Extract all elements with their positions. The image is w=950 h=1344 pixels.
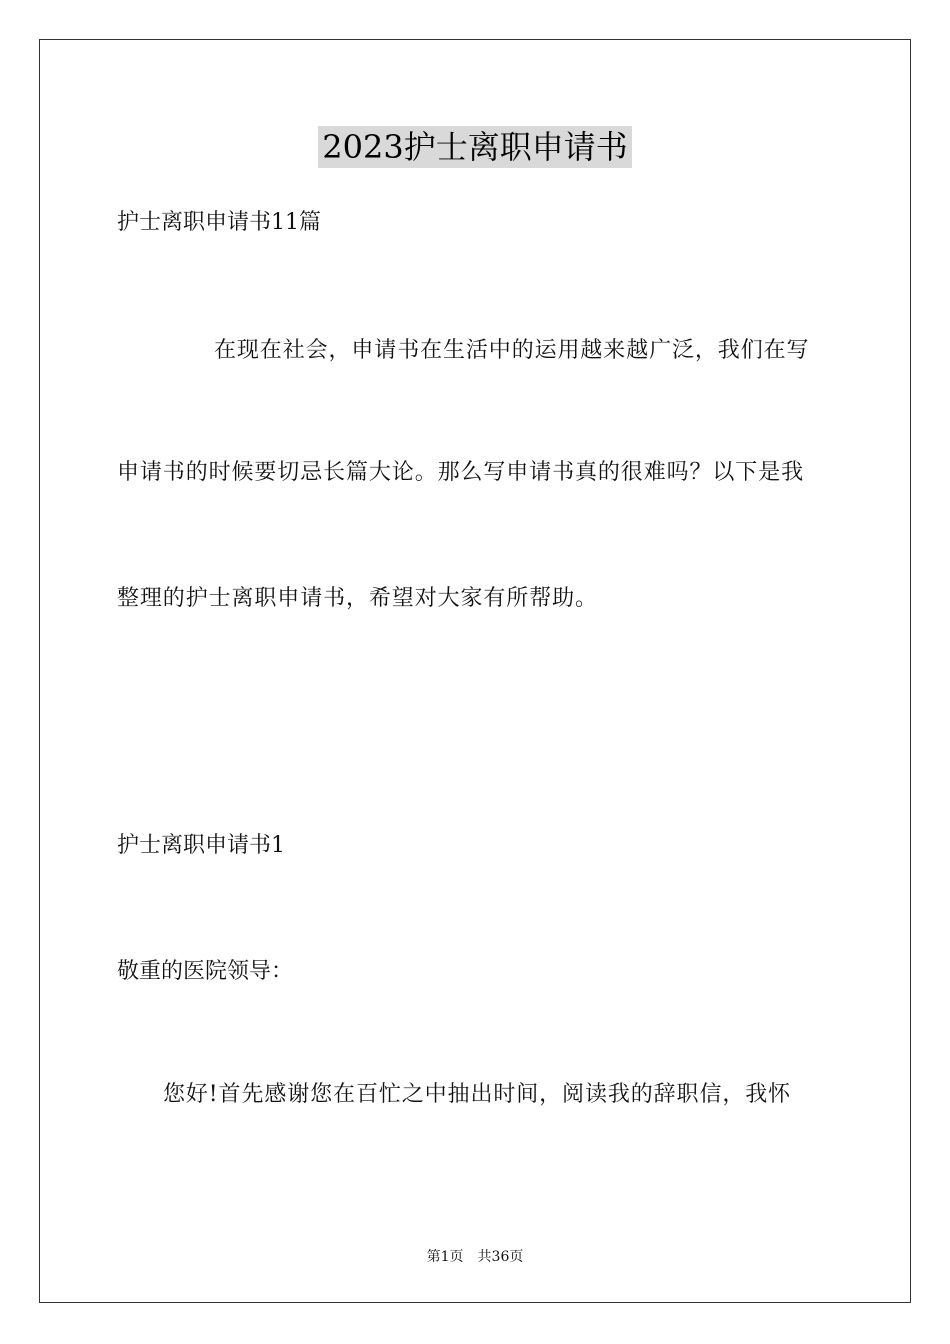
intro-line-2: 申请书的时候要切忌长篇大论。那么写申请书真的很难吗？以下是我 — [117, 460, 805, 485]
letter-greeting: 敬重的医院领导： — [117, 959, 294, 984]
page-number: 第1页 — [426, 1249, 464, 1265]
document-subtitle: 护士离职申请书11篇 — [117, 210, 321, 235]
section-heading: 护士离职申请书1 — [117, 833, 285, 858]
intro-line-3: 整理的护士离职申请书，希望对大家有所帮助。 — [117, 586, 598, 611]
page-total: 共36页 — [477, 1249, 524, 1265]
page-footer — [0, 1248, 950, 1266]
intro-line-1: 在现在社会，申请书在生活中的运用越来越广泛，我们在写 — [214, 338, 810, 363]
body-line-1: 您好!首先感谢您在百忙之中抽出时间，阅读我的辞职信，我怀 — [163, 1082, 792, 1107]
document-title-container — [0, 126, 950, 168]
document-title: 2023护士离职申请书 — [318, 126, 631, 168]
